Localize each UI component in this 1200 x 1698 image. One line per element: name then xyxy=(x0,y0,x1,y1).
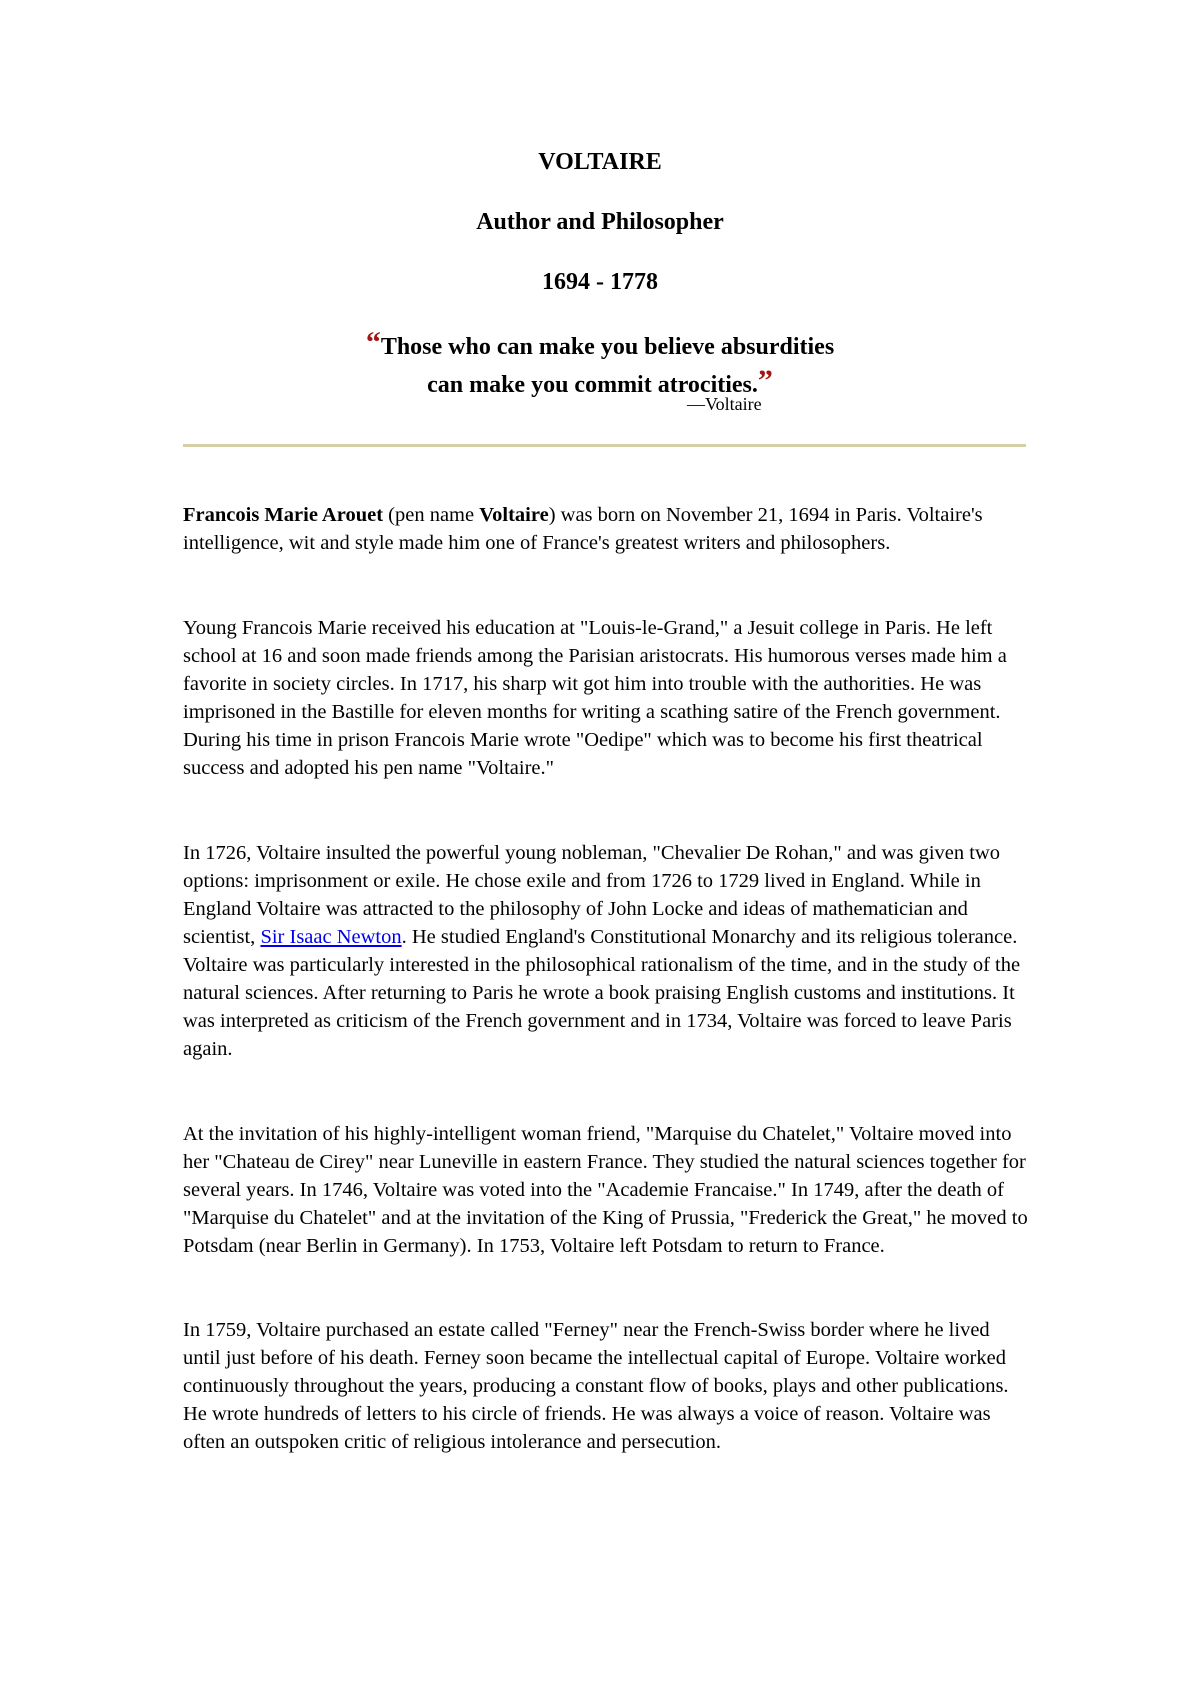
pen-name: Voltaire xyxy=(479,504,549,526)
page-subtitle: Author and Philosopher xyxy=(476,209,724,235)
birth-name: Francois Marie Arouet xyxy=(183,504,384,526)
horizontal-divider xyxy=(183,444,1026,447)
close-quote-mark: ” xyxy=(757,364,773,397)
featured-quote xyxy=(0,326,1200,402)
paragraph-text: (pen name xyxy=(383,504,480,526)
paragraph-text: ) was born on November 21, 1694 in Paris. Voltaire's intelligence, wit and style made him one of France's greatest writers and philosophers. xyxy=(183,504,983,554)
paragraph-ferney: In 1759, Voltaire purchased an estate called "Ferney" near the French-Swiss border where he lived until just before of his death. Ferney soon became the intellectual capital of Europe. Voltaire worked continuously throughout the years, producing a constant flow of books, plays and other publications. He wrote hundreds of letters to his circle of friends. He was always a voice of reason. Voltaire was often an outspoken critic of religious intolerance and persecution. xyxy=(183,1319,1009,1453)
life-dates: 1694 - 1778 xyxy=(542,269,658,295)
quote-attribution: —Voltaire xyxy=(687,394,762,414)
paragraph-text: . He studied England's Constitutional Monarchy and its religious tolerance. Voltaire was particularly interested in the philosophical rationalism of the time, and in the study of the natural sciences. After returning to Paris he wrote a book praising English customs and institutions. It was interpreted as criticism of the French government and in 1734, Voltaire was forced to leave Paris again. xyxy=(183,926,1021,1060)
paragraph-england xyxy=(183,839,1028,1063)
quote-line-2: can make you commit atrocities. xyxy=(427,372,758,398)
quote-line-1: Those who can make you believe absurdities xyxy=(380,334,835,360)
paragraph-cirey: At the invitation of his highly-intelligent woman friend, "Marquise du Chatelet," Voltaire moved into her "Chateau de Cirey" near Luneville in eastern France. They studied the natural sciences together for several years. In 1746, Voltaire was voted into the "Academie Francaise." In 1749, after the death of "Marquise du Chatelet" and at the invitation of the King of Prussia, "Frederick the Great," he moved to Potsdam (near Berlin in Germany). In 1753, Voltaire left Potsdam to return to France. xyxy=(183,1123,1028,1257)
paragraph-education: Young Francois Marie received his education at "Louis-le-Grand," a Jesuit college in Paris. He left school at 16 and soon made friends among the Parisian aristocrats. His humorous verses made him a favorite in society circles. In 1717, his sharp wit got him into trouble with the authorities. He was imprisoned in the Bastille for eleven months for writing a scathing satire of the French government. During his time in prison Francois Marie wrote "Oedipe" which was to become his first theatrical success and adopted his pen name "Voltaire." xyxy=(183,617,1007,779)
page-title: VOLTAIRE xyxy=(538,149,662,175)
open-quote-mark: “ xyxy=(365,326,381,359)
paragraph-birth xyxy=(183,501,1028,557)
paragraph-text: In 1726, Voltaire insulted the powerful young nobleman, "Chevalier De Rohan," and was given two options: imprisonment or exile. He chose exile and from 1726 to 1729 lived in England. While in England Voltaire was attracted to the philosophy of John Locke and ideas of mathematician and scientist, xyxy=(183,842,1001,948)
newton-link[interactable]: Sir Isaac Newton xyxy=(260,926,402,948)
